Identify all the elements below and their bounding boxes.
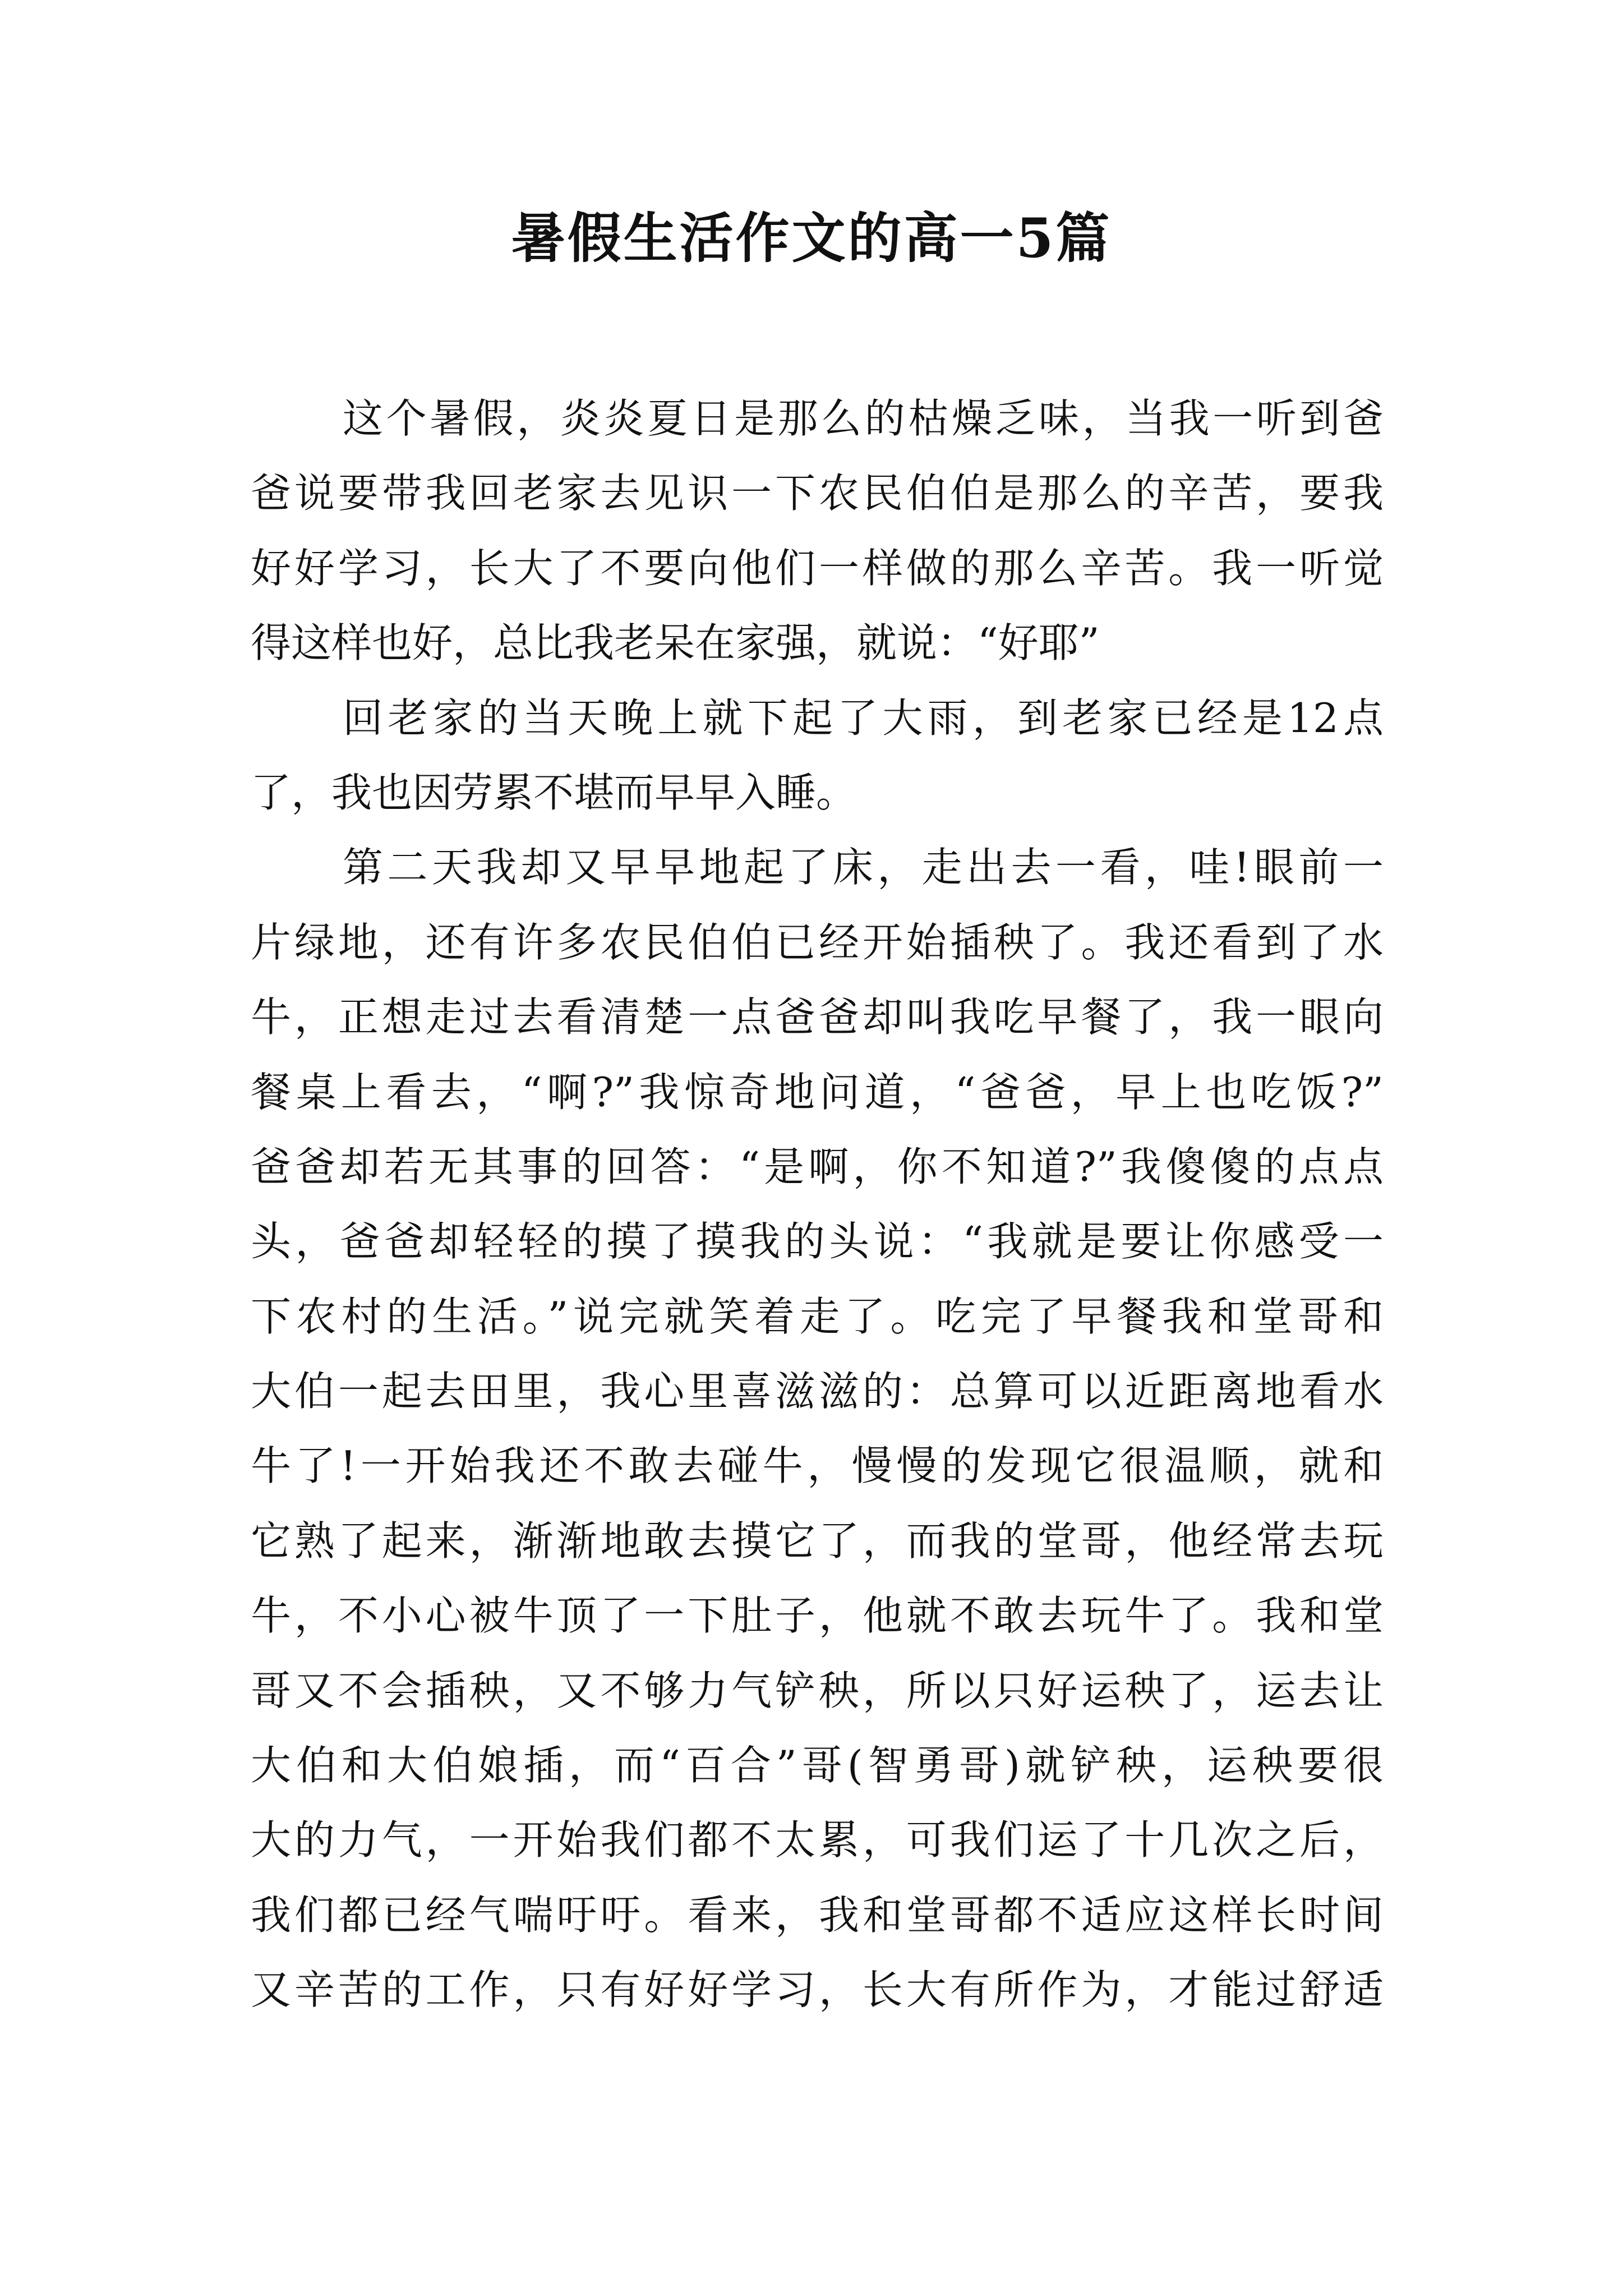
paragraph-line: 片绿地，还有许多农民伯伯已经开始插秧了。我还看到了水 [251, 918, 1384, 966]
paragraph-line: 爸说要带我回老家去见识一下农民伯伯是那么的辛苦，要我 [251, 470, 1384, 517]
paragraph-line: 了，我也因劳累不堪而早早入睡。 [251, 769, 857, 816]
document-title: 暑假生活作文的高一5篇 [511, 206, 1112, 270]
paragraph-line: 大伯和大伯娘插，而“百合”哥(智勇哥)就铲秧，运秧要很 [251, 1742, 1384, 1789]
paragraph-line: 大的力气，一开始我们都不太累，可我们运了十几次之后， [251, 1816, 1384, 1864]
document-body [251, 381, 1384, 2028]
paragraph-line: 头，爸爸却轻轻的摸了摸我的头说：“我就是要让你感受一 [251, 1218, 1384, 1266]
paragraph-line: 第二天我却又早早地起了床，走出去一看，哇!眼前一 [343, 844, 1384, 891]
paragraph-line: 牛，不小心被牛顶了一下肚子，他就不敢去玩牛了。我和堂 [251, 1592, 1384, 1640]
paragraph-line: 下农村的生活。”说完就笑着走了。吃完了早餐我和堂哥和 [251, 1292, 1384, 1340]
paragraph-line: 哥又不会插秧，又不够力气铲秧，所以只好运秧了，运去让 [251, 1667, 1384, 1714]
paragraph-line: 得这样也好，总比我老呆在家强，就说：“好耶” [251, 619, 1100, 667]
paragraph-line: 这个暑假，炎炎夏日是那么的枯燥乏味，当我一听到爸 [343, 395, 1384, 442]
paragraph-line: 牛，正想走过去看清楚一点爸爸却叫我吃早餐了，我一眼向 [251, 993, 1384, 1041]
paragraph-line: 好好学习，长大了不要向他们一样做的那么辛苦。我一听觉 [251, 544, 1384, 592]
paragraph-line: 餐桌上看去，“啊?”我惊奇地问道，“爸爸，早上也吃饭?” [251, 1068, 1384, 1116]
paragraph-line: 牛了!一开始我还不敢去碰牛，慢慢的发现它很温顺，就和 [251, 1442, 1384, 1490]
paragraph-line: 回老家的当天晚上就下起了大雨，到老家已经是12点 [343, 694, 1384, 742]
paragraph-line: 又辛苦的工作，只有好好学习，长大有所作为，才能过舒适 [251, 1966, 1384, 2014]
paragraph-line: 大伯一起去田里，我心里喜滋滋的：总算可以近距离地看水 [251, 1368, 1384, 1415]
paragraph-line: 它熟了起来，渐渐地敢去摸它了，而我的堂哥，他经常去玩 [251, 1517, 1384, 1565]
paragraph-line: 爸爸却若无其事的回答：“是啊，你不知道?”我傻傻的点点 [251, 1143, 1384, 1190]
paragraph-line: 我们都已经气喘吁吁。看来，我和堂哥都不适应这样长时间 [251, 1891, 1384, 1939]
